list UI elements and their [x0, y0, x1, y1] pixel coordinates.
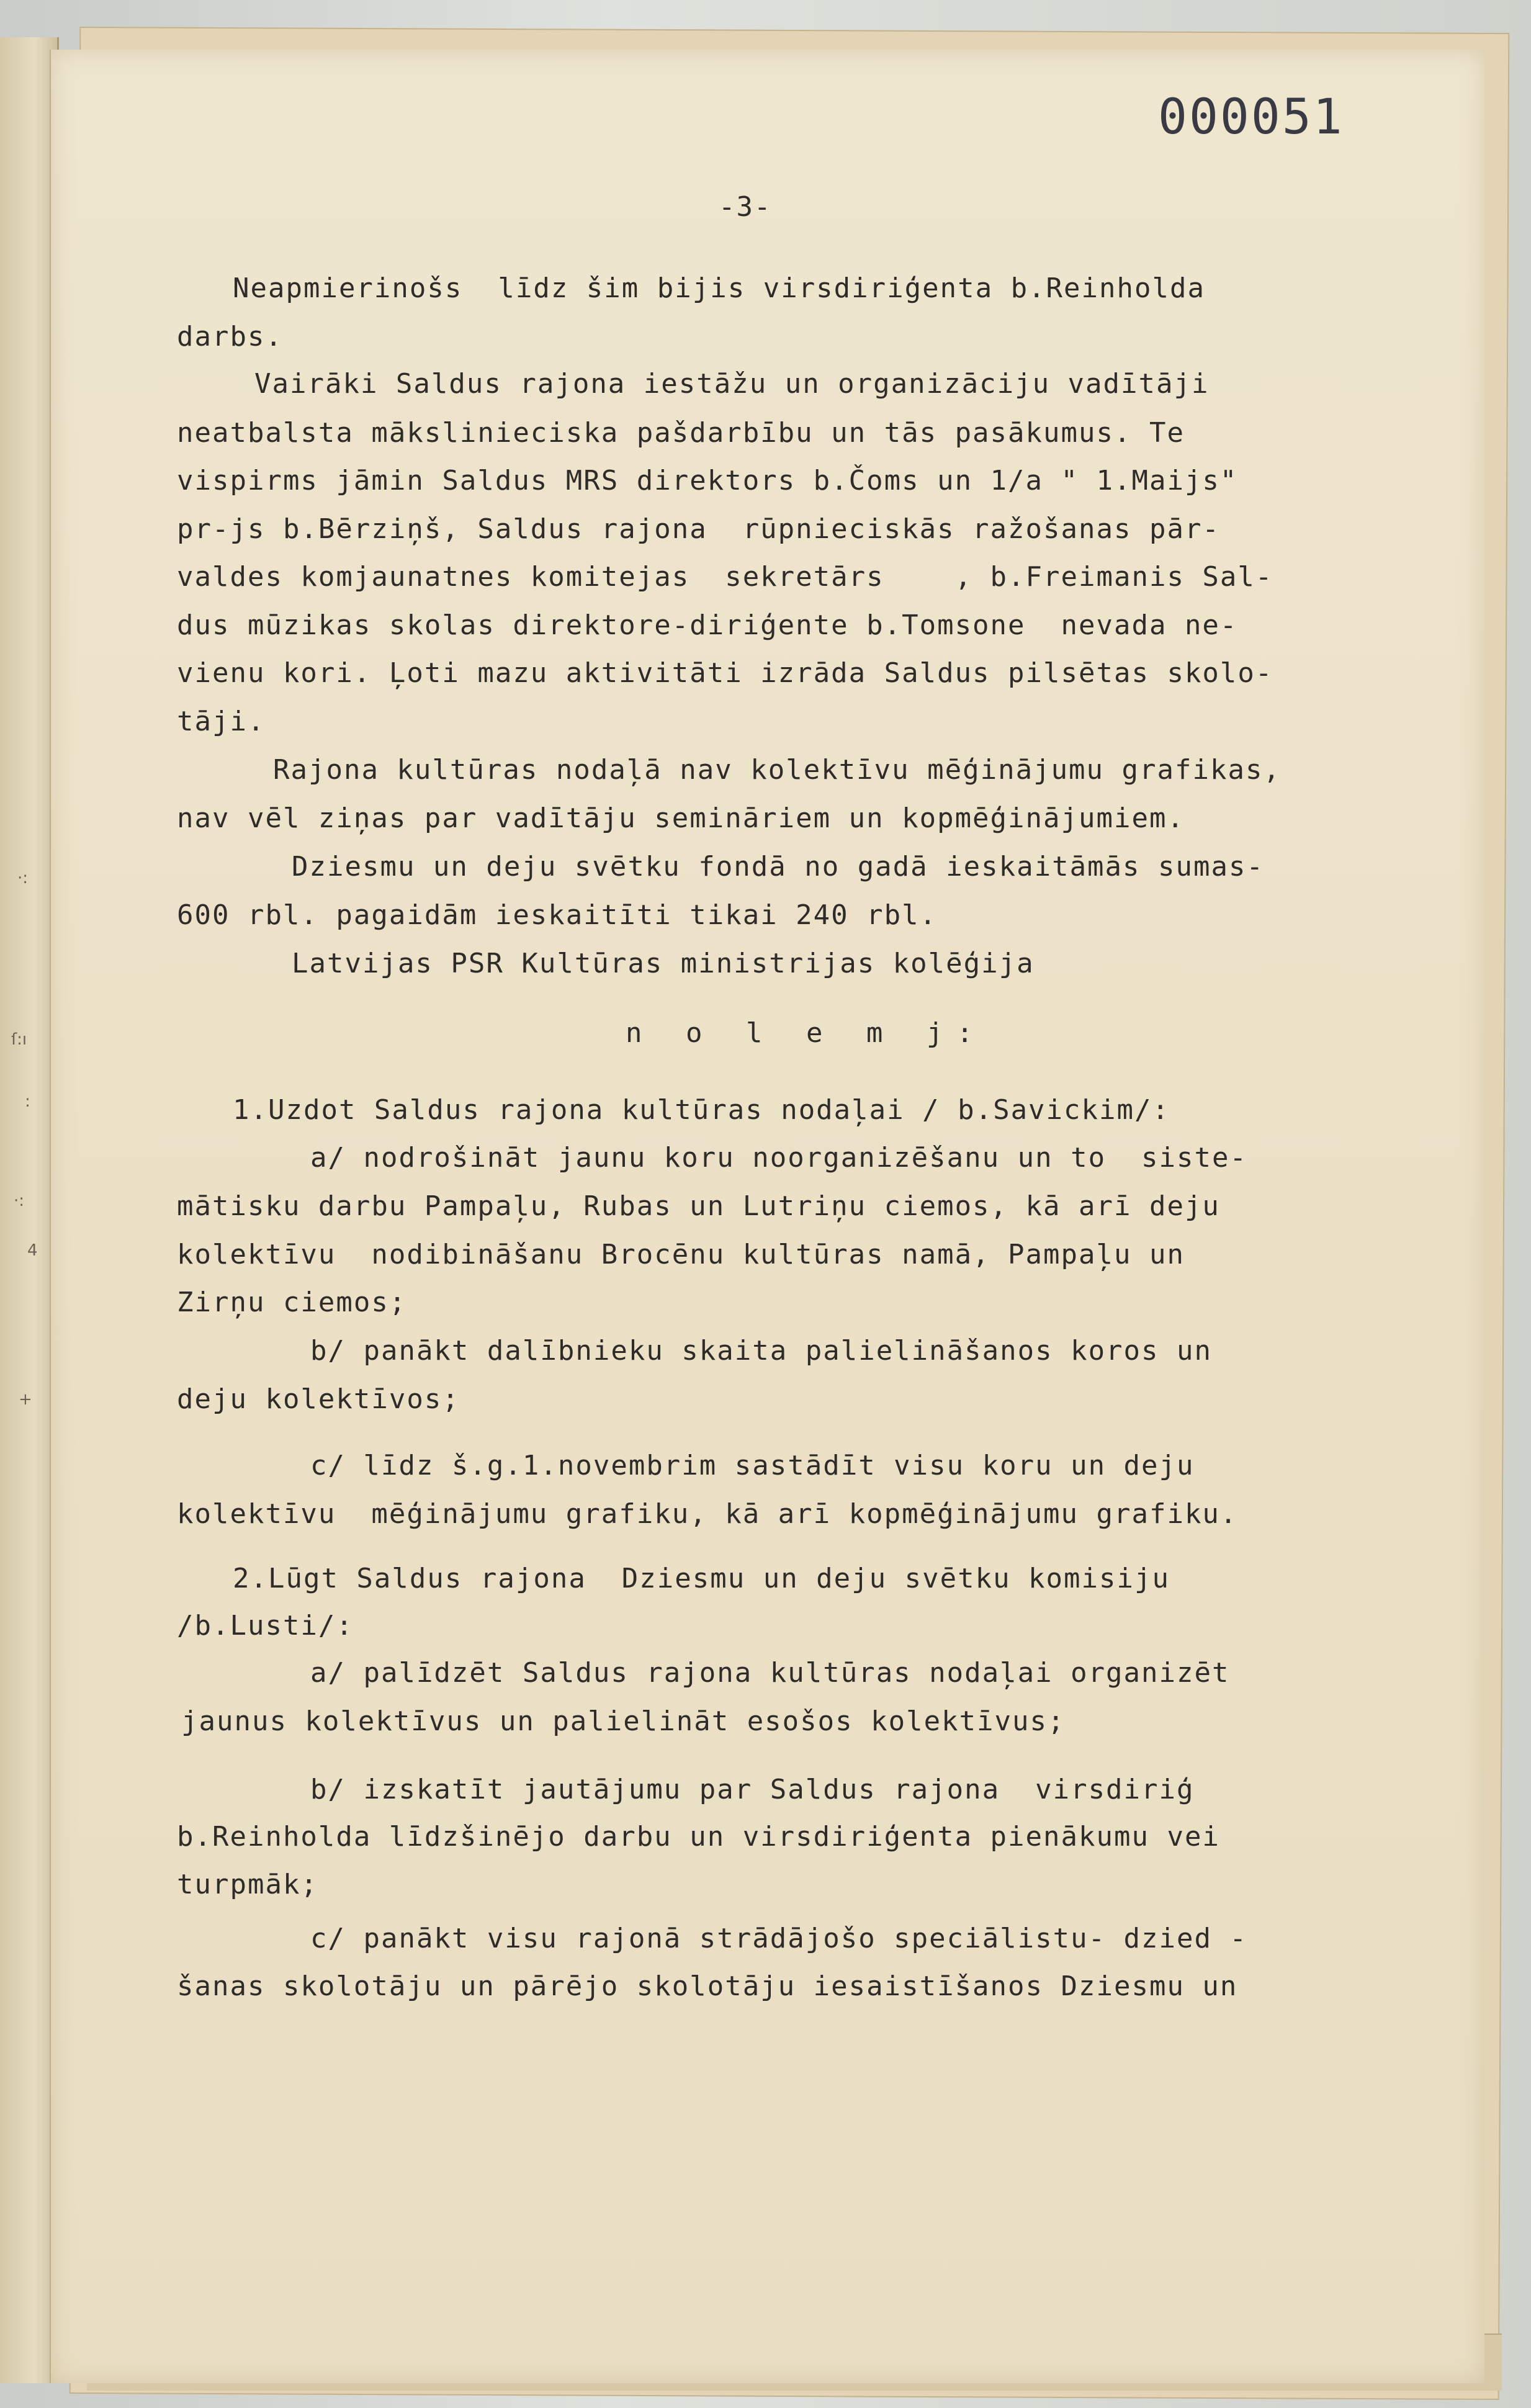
text-line: 600 rbl. pagaidām ieskaitīti tikai 240 rbl. [177, 899, 938, 931]
text-line: a/ palīdzēt Saldus rajona kultūras nodaļai organizēt [310, 1657, 1230, 1689]
text-line: valdes komjaunatnes komitejas sekretārs , b.Freimanis Sal- [177, 561, 1273, 593]
text-line: c/ līdz š.g.1.novembrim sastādīt visu koru un deju [310, 1450, 1195, 1481]
text-line: b/ panākt dalībnieku skaita palielināšanos koros un [310, 1335, 1213, 1367]
text-line: c/ panākt visu rajonā strādājošo speciālistu- dzied - [310, 1923, 1247, 1954]
text-line: dus mūzikas skolas direktore-diriģente b.Tomsone nevada ne- [177, 609, 1238, 641]
text-line: Latvijas PSR Kultūras ministrijas kolēģija [292, 948, 1035, 979]
text-line: a/ nodrošināt jaunu koru noorganizēšanu un to siste- [310, 1142, 1247, 1174]
text-line: mātisku darbu Pampaļu, Rubas un Lutriņu ciemos, kā arī deju [177, 1190, 1220, 1222]
text-line: Zirņu ciemos; [177, 1287, 407, 1318]
text-line: jaunus kolektīvus un palielināt esošos kolektīvus; [181, 1705, 1066, 1737]
text-line: šanas skolotāju un pārējo skolotāju iesaistīšanos Dziesmu un [177, 1970, 1238, 2002]
text-line: pr-js b.Bērziņš, Saldus rajona rūpnieciskās ražošanas pār- [177, 513, 1220, 545]
text-line: turpmāk; [177, 1869, 318, 1900]
text-line: b/ izskatīt jautājumu par Saldus rajona virsdiriģ [310, 1774, 1195, 1805]
text-line: Dziesmu un deju svētku fondā no gadā ieskaitāmās sumas- [292, 851, 1264, 883]
archive-number: 000051 [1158, 89, 1344, 145]
text-line: b.Reinholda līdzšinējo darbu un virsdiriģenta pienākumu vei [177, 1821, 1220, 1853]
text-line: tāji. [177, 706, 266, 737]
text-line: 1.Uzdot Saldus rajona kultūras nodaļai / b.Savickim/: [233, 1094, 1170, 1126]
page-number: -3- [719, 191, 772, 223]
text-line: Rajona kultūras nodaļā nav kolektīvu mēģinājumu grafikas, [273, 754, 1281, 786]
text-line: deju kolektīvos; [177, 1383, 460, 1415]
text-line: darbs. [177, 321, 283, 353]
text-line: vispirms jāmin Saldus MRS direktors b.Čoms un 1/a " 1.Maijs" [177, 465, 1238, 496]
text-line: nav vēl ziņas par vadītāju semināriem un kopmēģinājumiem. [177, 802, 1185, 834]
text-line: Vairāki Saldus rajona iestāžu un organizāciju vadītāji [254, 368, 1210, 400]
text-line: kolektīvu nodibināšanu Brocēnu kultūras namā, Pampaļu un [177, 1239, 1185, 1270]
text-line: /b.Lusti/: [177, 1610, 354, 1642]
text-line: vienu kori. Ļoti mazu aktivitāti izrāda Saldus pilsētas skolo- [177, 657, 1273, 689]
text-line: neatbalsta mākslinieciska pašdarbību un tās pasākumus. Te [177, 417, 1185, 449]
text-line: 2.Lūgt Saldus rajona Dziesmu un deju svētku komisiju [233, 1563, 1170, 1594]
text-line: Neapmierinošs līdz šim bijis virsdiriģenta b.Reinholda [233, 272, 1205, 304]
adjacent-page-edge: ·: ſ:ı : ·: 4 + [0, 37, 59, 2383]
text-line: kolektīvu mēģinājumu grafiku, kā arī kopmēģinājumu grafiku. [177, 1498, 1238, 1530]
resolution-heading: n o l e m j: [626, 1017, 987, 1049]
